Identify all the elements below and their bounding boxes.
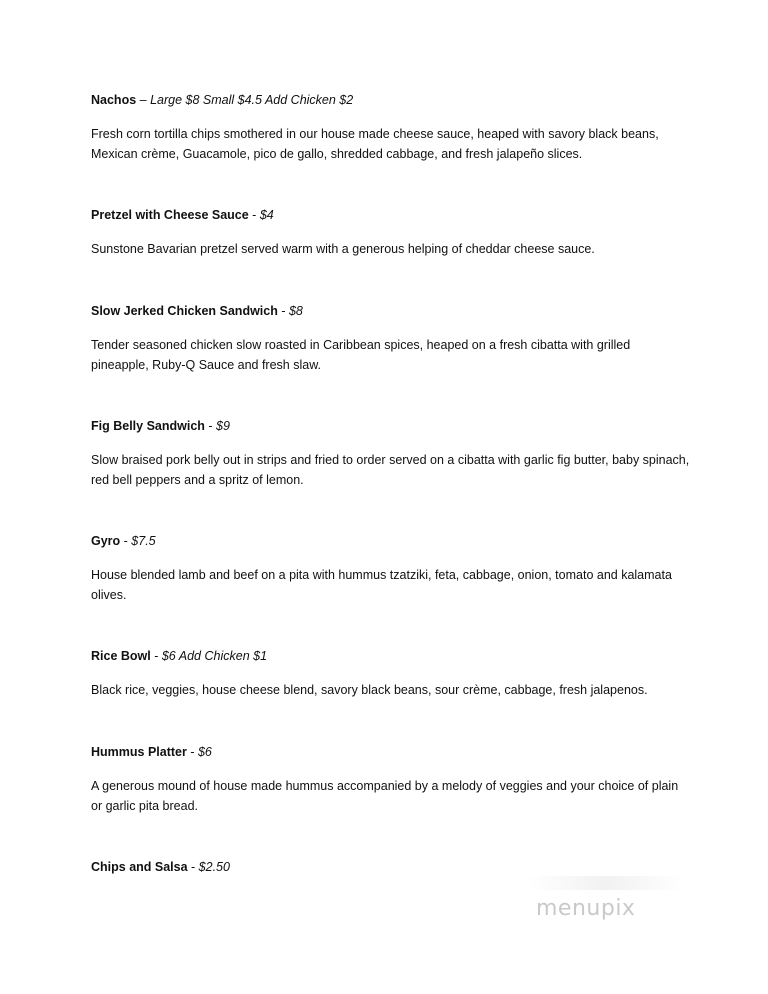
menu-item-title: [91, 858, 691, 876]
menu-item-price: $9: [216, 419, 230, 433]
menu-item-description: Tender seasoned chicken slow roasted in Caribbean spices, heaped on a fresh cibatta with grilled pineapple, Ruby-Q Sauce and fresh slaw.: [91, 338, 631, 372]
menu-item-separator: -: [187, 860, 199, 874]
menu-item-nachos: [91, 91, 691, 164]
menu-item-name: Slow Jerked Chicken Sandwich: [91, 304, 278, 318]
menu-item-gyro: [91, 532, 691, 605]
menu-item-name: Nachos: [91, 93, 137, 107]
menu-item-name: Rice Bowl: [91, 649, 151, 663]
menu-item-separator: -: [120, 534, 132, 548]
menu-item-rice-bowl: [91, 647, 691, 700]
menu-item-description: Slow braised pork belly out in strips and fried to order served on a cibatta with garlic fig butter, baby spinach, red bell peppers and a spritz of lemon.: [91, 453, 690, 487]
menu-item-price: Large $8 Small $4.5 Add Chicken $2: [150, 93, 354, 107]
menu-item-name: Fig Belly Sandwich: [91, 419, 205, 433]
menu-item-title: [91, 532, 691, 550]
menu-item-price: $6: [197, 745, 212, 759]
menu-item-price: $6 Add Chicken $1: [161, 649, 268, 663]
menu-item-separator: -: [150, 649, 162, 663]
menu-item-title: [91, 743, 691, 761]
menu-item-separator: -: [277, 304, 289, 318]
menu-item-description: Black rice, veggies, house cheese blend, savory black beans, sour crème, cabbage, fresh jalapenos.: [91, 683, 648, 697]
watermark-faint-line: [528, 876, 684, 890]
menu-item-separator: -: [204, 419, 217, 433]
menu-item-name: Pretzel with Cheese Sauce: [91, 208, 249, 222]
menu-item-pretzel: [91, 206, 691, 259]
menu-item-name: Gyro: [91, 534, 121, 548]
menu-item-price: $7.5: [131, 534, 156, 548]
menu-item-title: [91, 647, 691, 665]
menu-item-description: A generous mound of house made hummus accompanied by a melody of veggies and your choice of plain or garlic pita bread.: [91, 779, 679, 813]
menu-item-price: $8: [288, 304, 303, 318]
menu-item-description: Fresh corn tortilla chips smothered in our house made cheese sauce, heaped with savory black beans, Mexican crème, Guacamole, pico de gallo, shredded cabbage, and fresh jalapeño slices.: [91, 127, 659, 161]
menu-item-hummus-platter: [91, 743, 691, 816]
menu-item-separator: -: [248, 208, 260, 222]
menu-item-description: House blended lamb and beef on a pita with hummus tzatziki, feta, cabbage, onion, tomato and kalamata olives.: [91, 568, 672, 602]
menu-item-separator: -: [186, 745, 198, 759]
menu-item-chips-and-salsa: [91, 858, 691, 876]
menu-item-title: [91, 91, 691, 109]
menu-item-price: $2.50: [198, 860, 230, 874]
menu-item-name: Chips and Salsa: [91, 860, 188, 874]
menu-item-jerked-chicken: [91, 302, 691, 375]
menupix-watermark: menupix: [536, 896, 636, 921]
menu-item-price: $4: [259, 208, 274, 222]
menu-item-description: Sunstone Bavarian pretzel served warm with a generous helping of cheddar cheese sauce.: [91, 242, 595, 256]
menu-item-separator: –: [136, 93, 151, 107]
menu-item-fig-belly: [91, 417, 691, 490]
menu-item-title: [91, 206, 691, 224]
menu-item-title: [91, 302, 691, 320]
menu-item-name: Hummus Platter: [91, 745, 187, 759]
menu-item-title: [91, 417, 691, 435]
